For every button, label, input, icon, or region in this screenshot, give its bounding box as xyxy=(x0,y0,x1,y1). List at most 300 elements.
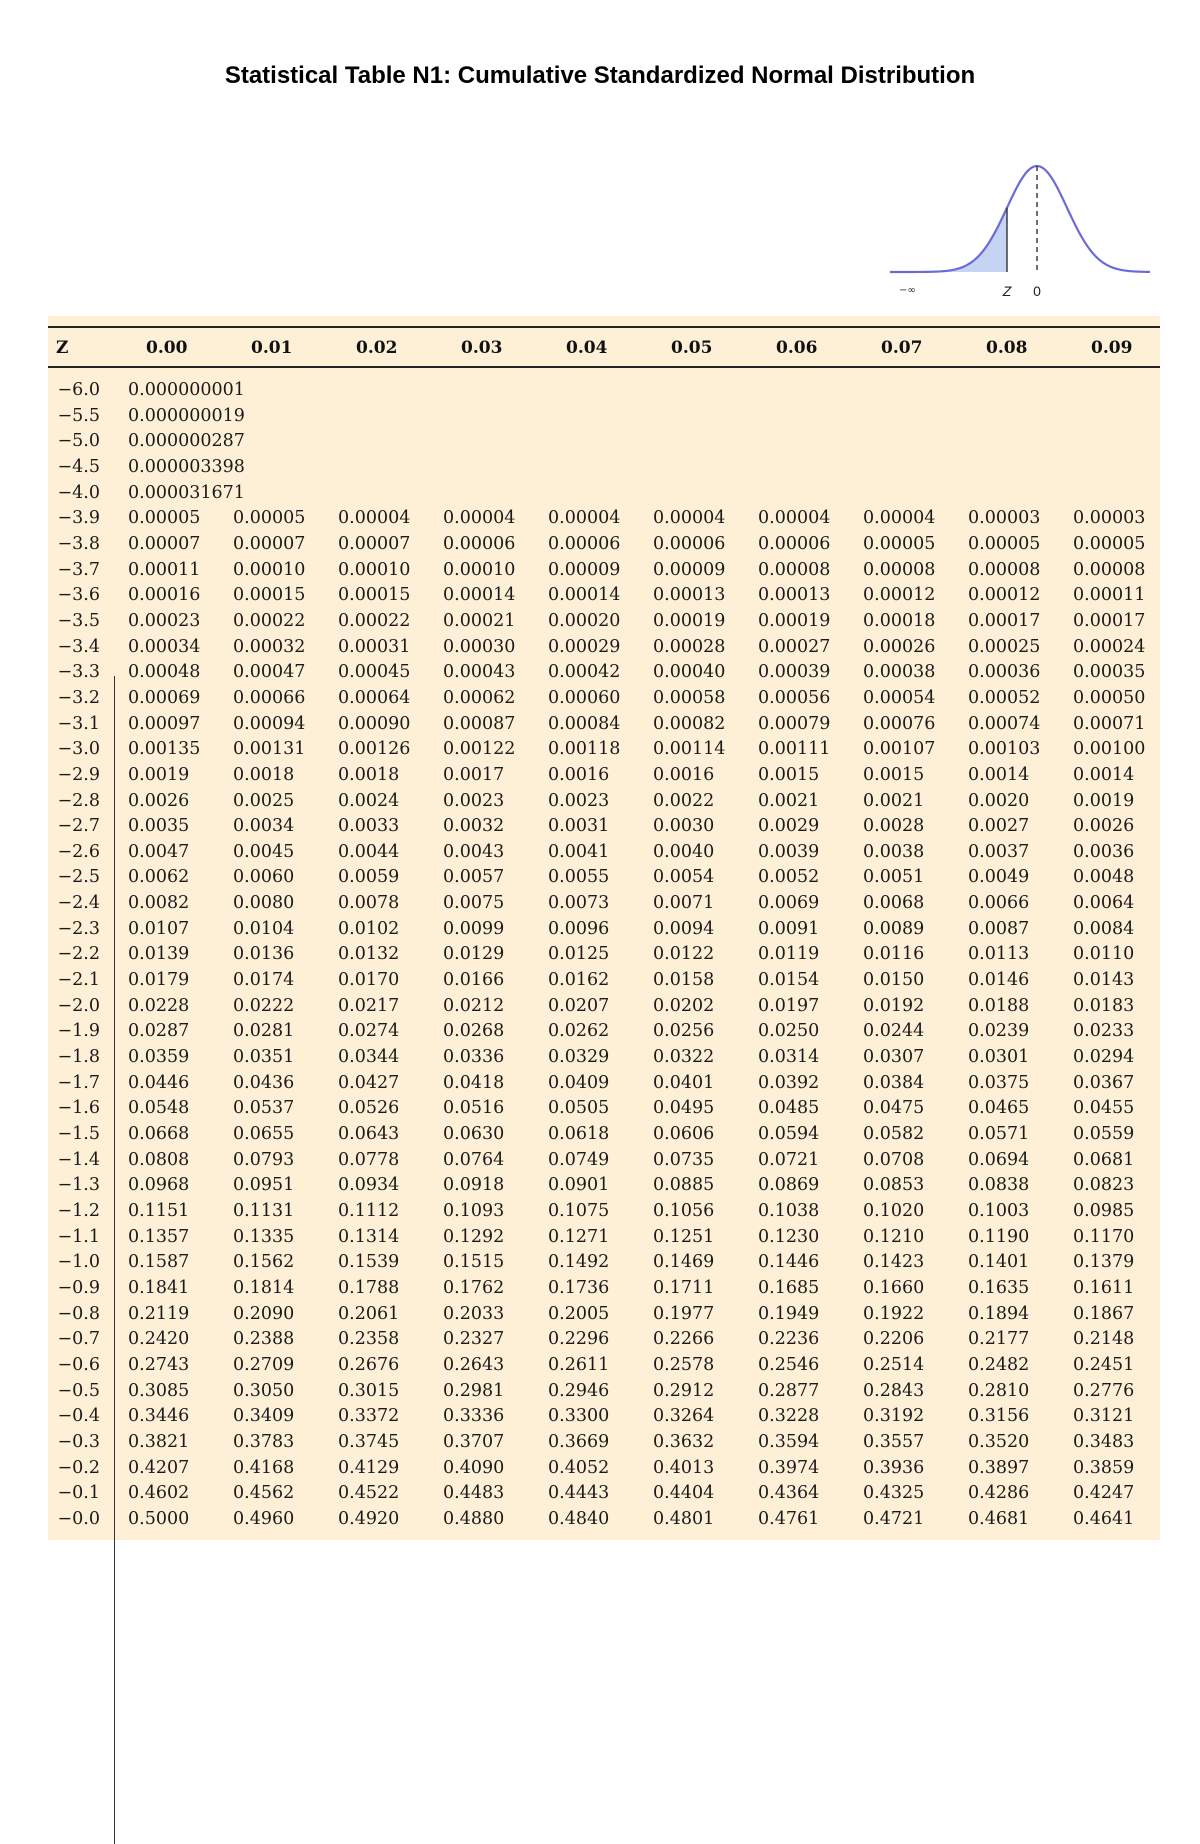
probability-cell: 0.0045 xyxy=(233,841,295,862)
probability-cell: 0.0029 xyxy=(758,816,820,837)
probability-cell: 0.0594 xyxy=(758,1124,820,1145)
probability-cell: 0.00006 xyxy=(443,533,516,554)
z-value: −1.6 xyxy=(57,1098,100,1119)
probability-cell: 0.0934 xyxy=(338,1175,400,1196)
probability-cell: 0.0019 xyxy=(128,764,190,785)
z-value: −0.1 xyxy=(57,1483,100,1504)
probability-cell: 0.1841 xyxy=(128,1277,190,1298)
probability-cell: 0.4404 xyxy=(653,1483,715,1504)
probability-cell: 0.0505 xyxy=(548,1098,610,1119)
probability-cell: 0.0018 xyxy=(233,764,295,785)
probability-cell: 0.0019 xyxy=(1073,790,1135,811)
table-row xyxy=(48,686,1160,712)
probability-cell: 0.0016 xyxy=(548,764,610,785)
table-row xyxy=(48,1045,1160,1071)
z-value: −1.4 xyxy=(57,1149,100,1170)
probability-cell: 0.4721 xyxy=(863,1508,925,1529)
probability-cell: 0.0384 xyxy=(863,1072,925,1093)
z-label: Z xyxy=(1002,283,1012,299)
column-header: 0.01 xyxy=(251,338,293,358)
probability-cell: 0.0129 xyxy=(443,944,505,965)
table-row xyxy=(48,1507,1160,1533)
probability-cell: 0.00082 xyxy=(653,713,726,734)
probability-cell: 0.0351 xyxy=(233,1047,295,1068)
probability-cell: 0.0015 xyxy=(863,764,925,785)
probability-cell: 0.0735 xyxy=(653,1149,715,1170)
table-row xyxy=(48,994,1160,1020)
probability-cell: 0.00111 xyxy=(758,739,831,760)
probability-cell: 0.3974 xyxy=(758,1457,820,1478)
probability-cell: 0.00084 xyxy=(548,713,621,734)
probability-cell: 0.00025 xyxy=(968,636,1041,657)
table-row xyxy=(48,1096,1160,1122)
probability-cell: 0.0344 xyxy=(338,1047,400,1068)
probability-cell: 0.00007 xyxy=(233,533,306,554)
probability-cell: 0.1112 xyxy=(338,1201,400,1221)
probability-cell: 0.00004 xyxy=(653,508,726,529)
probability-cell: 0.2843 xyxy=(863,1380,925,1401)
probability-cell: 0.0455 xyxy=(1073,1098,1135,1119)
probability-cell: 0.4681 xyxy=(968,1508,1030,1529)
probability-cell: 0.2327 xyxy=(443,1329,505,1350)
table-row xyxy=(48,737,1160,763)
table-row xyxy=(48,532,1160,558)
probability-cell: 0.0027 xyxy=(968,816,1030,837)
probability-cell: 0.00019 xyxy=(653,610,726,631)
probability-cell: 0.0038 xyxy=(863,841,925,862)
probability-cell: 0.0367 xyxy=(1073,1072,1135,1093)
probability-cell: 0.0047 xyxy=(128,841,190,862)
probability-cell: 0.0036 xyxy=(1073,841,1135,862)
probability-cell: 0.00042 xyxy=(548,662,621,683)
probability-cell: 0.00032 xyxy=(233,636,306,657)
z-value: −1.3 xyxy=(57,1175,100,1196)
probability-cell: 0.0262 xyxy=(548,1021,610,1042)
neg-infinity-label: −∞ xyxy=(899,285,916,296)
table-row xyxy=(48,1456,1160,1482)
table-row xyxy=(48,968,1160,994)
probability-cell: 0.00047 xyxy=(233,662,306,683)
probability-cell: 0.0174 xyxy=(233,970,295,991)
z-value: −3.9 xyxy=(57,508,100,529)
probability-cell: 0.00005 xyxy=(968,533,1041,554)
z-value: −3.0 xyxy=(57,739,100,760)
probability-cell: 0.3015 xyxy=(338,1380,400,1401)
probability-cell: 0.0041 xyxy=(548,841,610,862)
probability-cell: 0.00024 xyxy=(1073,636,1146,657)
table-row xyxy=(48,1379,1160,1405)
probability-cell: 0.00010 xyxy=(233,559,306,580)
probability-cell: 0.00012 xyxy=(968,585,1041,606)
z-value: −0.9 xyxy=(57,1277,100,1298)
table-row xyxy=(48,814,1160,840)
column-header: 0.09 xyxy=(1091,338,1133,358)
z-value: −5.0 xyxy=(57,431,100,452)
probability-cell: 0.0062 xyxy=(128,867,190,888)
probability-cell: 0.0392 xyxy=(758,1072,820,1093)
probability-cell: 0.00039 xyxy=(758,662,831,683)
probability-cell: 0.4602 xyxy=(128,1483,190,1504)
probability-cell: 0.00020 xyxy=(548,610,621,631)
column-header: 0.03 xyxy=(461,338,503,358)
probability-cell: 0.0307 xyxy=(863,1047,925,1068)
table-row xyxy=(48,840,1160,866)
probability-cell: 0.3409 xyxy=(233,1406,295,1427)
probability-cell: 0.1894 xyxy=(968,1303,1030,1324)
probability-cell: 0.0495 xyxy=(653,1098,715,1119)
probability-cell: 0.00118 xyxy=(548,739,621,760)
table-row xyxy=(48,1250,1160,1276)
probability-cell: 0.00100 xyxy=(1073,739,1146,760)
probability-cell: 0.2296 xyxy=(548,1329,610,1350)
table-body xyxy=(48,378,1160,1533)
probability-cell: 0.3372 xyxy=(338,1406,400,1427)
probability-cell: 0.2005 xyxy=(548,1303,610,1324)
probability-cell: 0.0188 xyxy=(968,995,1030,1016)
probability-cell: 0.0838 xyxy=(968,1175,1030,1196)
z-value: −3.7 xyxy=(57,559,100,580)
probability-cell: 0.00122 xyxy=(443,739,516,760)
z-value: −4.5 xyxy=(57,456,100,477)
normal-curve-icon xyxy=(885,150,1155,305)
probability-cell: 0.0073 xyxy=(548,893,610,914)
probability-cell: 0.0132 xyxy=(338,944,400,965)
probability-cell: 0.1469 xyxy=(653,1252,715,1273)
probability-cell: 0.00097 xyxy=(128,713,201,734)
z-value: −2.8 xyxy=(57,790,100,811)
probability-cell: 0.0089 xyxy=(863,918,925,939)
probability-cell: 0.0294 xyxy=(1073,1047,1135,1068)
z-value: −2.7 xyxy=(57,816,100,837)
probability-cell: 0.1003 xyxy=(968,1201,1030,1221)
probability-cell: 0.0024 xyxy=(338,790,400,811)
normal-curve xyxy=(890,166,1150,272)
probability-cell: 0.2119 xyxy=(128,1303,190,1324)
probability-cell: 0.3936 xyxy=(863,1457,925,1478)
probability-cell: 0.0026 xyxy=(1073,816,1135,837)
probability-cell: 0.00107 xyxy=(863,739,936,760)
probability-cell: 0.2514 xyxy=(863,1354,925,1375)
probability-cell: 0.0060 xyxy=(233,867,295,888)
probability-cell: 0.0559 xyxy=(1073,1124,1135,1145)
probability-cell: 0.0250 xyxy=(758,1021,820,1042)
probability-cell: 0.3745 xyxy=(338,1431,400,1452)
probability-cell: 0.00013 xyxy=(653,585,726,606)
probability-cell: 0.0094 xyxy=(653,918,715,939)
probability-cell: 0.2776 xyxy=(1073,1380,1135,1401)
probability-cell: 0.00048 xyxy=(128,662,201,683)
probability-cell: 0.0033 xyxy=(338,816,400,837)
table-row xyxy=(48,1430,1160,1456)
probability-cell: 0.00035 xyxy=(1073,662,1146,683)
probability-cell: 0.00022 xyxy=(233,610,306,631)
probability-cell: 0.00015 xyxy=(338,585,411,606)
probability-cell: 0.2358 xyxy=(338,1329,400,1350)
probability-cell: 0.1788 xyxy=(338,1277,400,1298)
table-row xyxy=(48,1225,1160,1251)
probability-cell: 0.00114 xyxy=(653,739,726,760)
probability-cell: 0.4207 xyxy=(128,1457,190,1478)
probability-cell: 0.0043 xyxy=(443,841,505,862)
probability-cell: 0.1401 xyxy=(968,1252,1030,1273)
column-header: 0.02 xyxy=(356,338,398,358)
probability-cell: 0.0054 xyxy=(653,867,715,888)
z-value: −0.8 xyxy=(57,1303,100,1324)
probability-cell: 0.00036 xyxy=(968,662,1041,683)
probability-cell: 0.4090 xyxy=(443,1457,505,1478)
probability-cell: 0.0808 xyxy=(128,1149,190,1170)
probability-cell: 0.0015 xyxy=(758,764,820,785)
z-value: −2.9 xyxy=(57,764,100,785)
table-row xyxy=(48,1404,1160,1430)
probability-cell: 0.0314 xyxy=(758,1047,820,1068)
probability-cell: 0.00050 xyxy=(1073,687,1146,708)
probability-cell: 0.0154 xyxy=(758,970,820,991)
probability-cell: 0.0548 xyxy=(128,1098,190,1119)
probability-cell: 0.1423 xyxy=(863,1252,925,1273)
probability-cell: 0.00066 xyxy=(233,687,306,708)
probability-cell: 0.2643 xyxy=(443,1354,505,1375)
probability-cell: 0.1867 xyxy=(1073,1303,1135,1324)
probability-cell: 0.0017 xyxy=(443,764,505,785)
table-row xyxy=(48,1353,1160,1379)
probability-cell: 0.0409 xyxy=(548,1072,610,1093)
probability-cell: 0.3483 xyxy=(1073,1431,1135,1452)
probability-cell: 0.0436 xyxy=(233,1072,295,1093)
probability-cell: 0.0057 xyxy=(443,867,505,888)
probability-cell: 0.0084 xyxy=(1073,918,1135,939)
probability-cell: 0.00052 xyxy=(968,687,1041,708)
probability-cell: 0.00014 xyxy=(548,585,621,606)
probability-cell: 0.00012 xyxy=(863,585,936,606)
probability-cell: 0.4364 xyxy=(758,1483,820,1504)
column-header: 0.07 xyxy=(881,338,923,358)
probability-cell: 0.1210 xyxy=(863,1226,925,1247)
probability-cell: 0.00017 xyxy=(1073,610,1146,631)
probability-cell: 0.1515 xyxy=(443,1252,505,1273)
probability-cell: 0.3707 xyxy=(443,1431,505,1452)
probability-cell: 0.0162 xyxy=(548,970,610,991)
probability-cell: 0.2388 xyxy=(233,1329,295,1350)
probability-cell: 0.4443 xyxy=(548,1483,610,1504)
z-value: −5.5 xyxy=(57,405,100,426)
z-value: −1.2 xyxy=(57,1201,100,1221)
probability-cell: 0.0287 xyxy=(128,1021,190,1042)
probability-cell: 0.1151 xyxy=(128,1201,190,1221)
probability-cell: 0.2743 xyxy=(128,1354,190,1375)
column-header: 0.06 xyxy=(776,338,818,358)
probability-cell: 0.1335 xyxy=(233,1226,295,1247)
probability-cell: 0.0823 xyxy=(1073,1175,1135,1196)
probability-cell: 0.2482 xyxy=(968,1354,1030,1375)
probability-cell: 0.0336 xyxy=(443,1047,505,1068)
probability-cell: 0.2451 xyxy=(1073,1354,1135,1375)
probability-cell: 0.1711 xyxy=(653,1277,715,1298)
probability-cell: 0.00008 xyxy=(863,559,936,580)
probability-cell: 0.000031671 xyxy=(128,482,245,503)
probability-cell: 0.0025 xyxy=(233,790,295,811)
probability-cell: 0.00003 xyxy=(968,508,1041,529)
z-value: −2.3 xyxy=(57,918,100,939)
probability-cell: 0.0721 xyxy=(758,1149,820,1170)
page-title: Statistical Table N1: Cumulative Standardized Normal Distribution xyxy=(224,62,976,89)
probability-cell: 0.00010 xyxy=(338,559,411,580)
probability-cell: 0.0630 xyxy=(443,1124,505,1145)
probability-cell: 0.1230 xyxy=(758,1226,820,1247)
z-value: −1.8 xyxy=(57,1047,100,1068)
probability-cell: 0.00004 xyxy=(548,508,621,529)
probability-cell: 0.00004 xyxy=(863,508,936,529)
probability-cell: 0.00027 xyxy=(758,636,831,657)
table-row xyxy=(48,1276,1160,1302)
probability-cell: 0.0526 xyxy=(338,1098,400,1119)
probability-cell: 0.2266 xyxy=(653,1329,715,1350)
probability-cell: 0.00094 xyxy=(233,713,306,734)
table-row xyxy=(48,1019,1160,1045)
column-header: 0.04 xyxy=(566,338,608,358)
probability-cell: 0.00007 xyxy=(338,533,411,554)
probability-cell: 0.0681 xyxy=(1073,1149,1135,1170)
probability-cell: 0.0571 xyxy=(968,1124,1030,1145)
probability-cell: 0.0020 xyxy=(968,790,1030,811)
probability-cell: 0.1660 xyxy=(863,1277,925,1298)
probability-cell: 0.0119 xyxy=(758,944,820,965)
probability-cell: 0.00004 xyxy=(758,508,831,529)
probability-cell: 0.00018 xyxy=(863,610,936,631)
probability-cell: 0.00016 xyxy=(128,585,201,606)
probability-cell: 0.00034 xyxy=(128,636,201,657)
probability-cell: 0.00019 xyxy=(758,610,831,631)
probability-cell: 0.0985 xyxy=(1073,1201,1135,1221)
probability-cell: 0.0281 xyxy=(233,1021,295,1042)
probability-cell: 0.4880 xyxy=(443,1508,505,1529)
probability-cell: 0.3336 xyxy=(443,1406,505,1427)
probability-cell: 0.1292 xyxy=(443,1226,505,1247)
probability-cell: 0.00009 xyxy=(548,559,621,580)
probability-cell: 0.0793 xyxy=(233,1149,295,1170)
probability-cell: 0.0031 xyxy=(548,816,610,837)
probability-cell: 0.3300 xyxy=(548,1406,610,1427)
probability-cell: 0.00007 xyxy=(128,533,201,554)
probability-cell: 0.00004 xyxy=(338,508,411,529)
probability-cell: 0.1922 xyxy=(863,1303,925,1324)
probability-cell: 0.0582 xyxy=(863,1124,925,1145)
probability-cell: 0.00006 xyxy=(548,533,621,554)
probability-cell: 0.2420 xyxy=(128,1329,190,1350)
probability-cell: 0.00011 xyxy=(1073,585,1146,606)
table-row xyxy=(48,891,1160,917)
probability-cell: 0.1056 xyxy=(653,1201,715,1221)
table-row xyxy=(48,1327,1160,1353)
probability-cell: 0.0023 xyxy=(548,790,610,811)
probability-cell: 0.0102 xyxy=(338,918,400,939)
probability-cell: 0.00014 xyxy=(443,585,516,606)
probability-cell: 0.00103 xyxy=(968,739,1041,760)
probability-cell: 0.00008 xyxy=(758,559,831,580)
probability-cell: 0.000000287 xyxy=(128,431,245,452)
probability-cell: 0.0150 xyxy=(863,970,925,991)
probability-cell: 0.0233 xyxy=(1073,1021,1135,1042)
probability-cell: 0.1446 xyxy=(758,1252,820,1273)
z-value: −2.1 xyxy=(57,970,100,991)
probability-cell: 0.1562 xyxy=(233,1252,295,1273)
probability-cell: 0.0618 xyxy=(548,1124,610,1145)
probability-cell: 0.00090 xyxy=(338,713,411,734)
probability-cell: 0.0301 xyxy=(968,1047,1030,1068)
probability-cell: 0.0052 xyxy=(758,867,820,888)
probability-cell: 0.0901 xyxy=(548,1175,610,1196)
table-row xyxy=(48,917,1160,943)
probability-cell: 0.00126 xyxy=(338,739,411,760)
probability-cell: 0.1977 xyxy=(653,1303,715,1324)
probability-cell: 0.00005 xyxy=(128,508,201,529)
z-column-header: Z xyxy=(56,338,69,358)
probability-cell: 0.4013 xyxy=(653,1457,715,1478)
probability-cell: 0.2148 xyxy=(1073,1329,1135,1350)
probability-cell: 0.0183 xyxy=(1073,995,1135,1016)
probability-cell: 0.2877 xyxy=(758,1380,820,1401)
probability-cell: 0.0192 xyxy=(863,995,925,1016)
probability-cell: 0.00038 xyxy=(863,662,936,683)
probability-cell: 0.0099 xyxy=(443,918,505,939)
probability-cell: 0.1949 xyxy=(758,1303,820,1324)
probability-cell: 0.0078 xyxy=(338,893,400,914)
probability-cell: 0.0082 xyxy=(128,893,190,914)
probability-cell: 0.0708 xyxy=(863,1149,925,1170)
probability-cell: 0.0179 xyxy=(128,970,190,991)
probability-cell: 0.3557 xyxy=(863,1431,925,1452)
probability-cell: 0.0034 xyxy=(233,816,295,837)
probability-cell: 0.0222 xyxy=(233,995,295,1016)
probability-cell: 0.0018 xyxy=(338,764,400,785)
header-rule xyxy=(48,366,1160,368)
column-header: 0.08 xyxy=(986,338,1028,358)
probability-cell: 0.000003398 xyxy=(128,456,245,477)
z-value: −2.6 xyxy=(57,841,100,862)
probability-cell: 0.2946 xyxy=(548,1380,610,1401)
probability-cell: 0.1314 xyxy=(338,1226,400,1247)
z-value: −0.3 xyxy=(57,1431,100,1452)
probability-cell: 0.1685 xyxy=(758,1277,820,1298)
z-value: −6.0 xyxy=(57,380,100,400)
probability-cell: 0.3446 xyxy=(128,1406,190,1427)
probability-cell: 0.00003 xyxy=(1073,508,1146,529)
probability-cell: 0.0107 xyxy=(128,918,190,939)
probability-cell: 0.1170 xyxy=(1073,1226,1135,1247)
probability-cell: 0.4168 xyxy=(233,1457,295,1478)
probability-cell: 0.00040 xyxy=(653,662,726,683)
probability-cell: 0.2709 xyxy=(233,1354,295,1375)
probability-cell: 0.0217 xyxy=(338,995,400,1016)
table-row xyxy=(48,506,1160,532)
probability-cell: 0.00022 xyxy=(338,610,411,631)
z-value: −2.2 xyxy=(57,944,100,965)
probability-cell: 0.0096 xyxy=(548,918,610,939)
probability-cell: 0.2912 xyxy=(653,1380,715,1401)
table-row xyxy=(48,1481,1160,1507)
z-value: −1.1 xyxy=(57,1226,100,1247)
probability-cell: 0.0202 xyxy=(653,995,715,1016)
table-row xyxy=(48,609,1160,635)
probability-cell: 0.3821 xyxy=(128,1431,190,1452)
probability-cell: 0.00131 xyxy=(233,739,306,760)
probability-cell: 0.2578 xyxy=(653,1354,715,1375)
table-row xyxy=(48,942,1160,968)
probability-cell: 0.0869 xyxy=(758,1175,820,1196)
z-value: −3.8 xyxy=(57,533,100,554)
probability-cell: 0.0113 xyxy=(968,944,1030,965)
probability-cell: 0.0516 xyxy=(443,1098,505,1119)
